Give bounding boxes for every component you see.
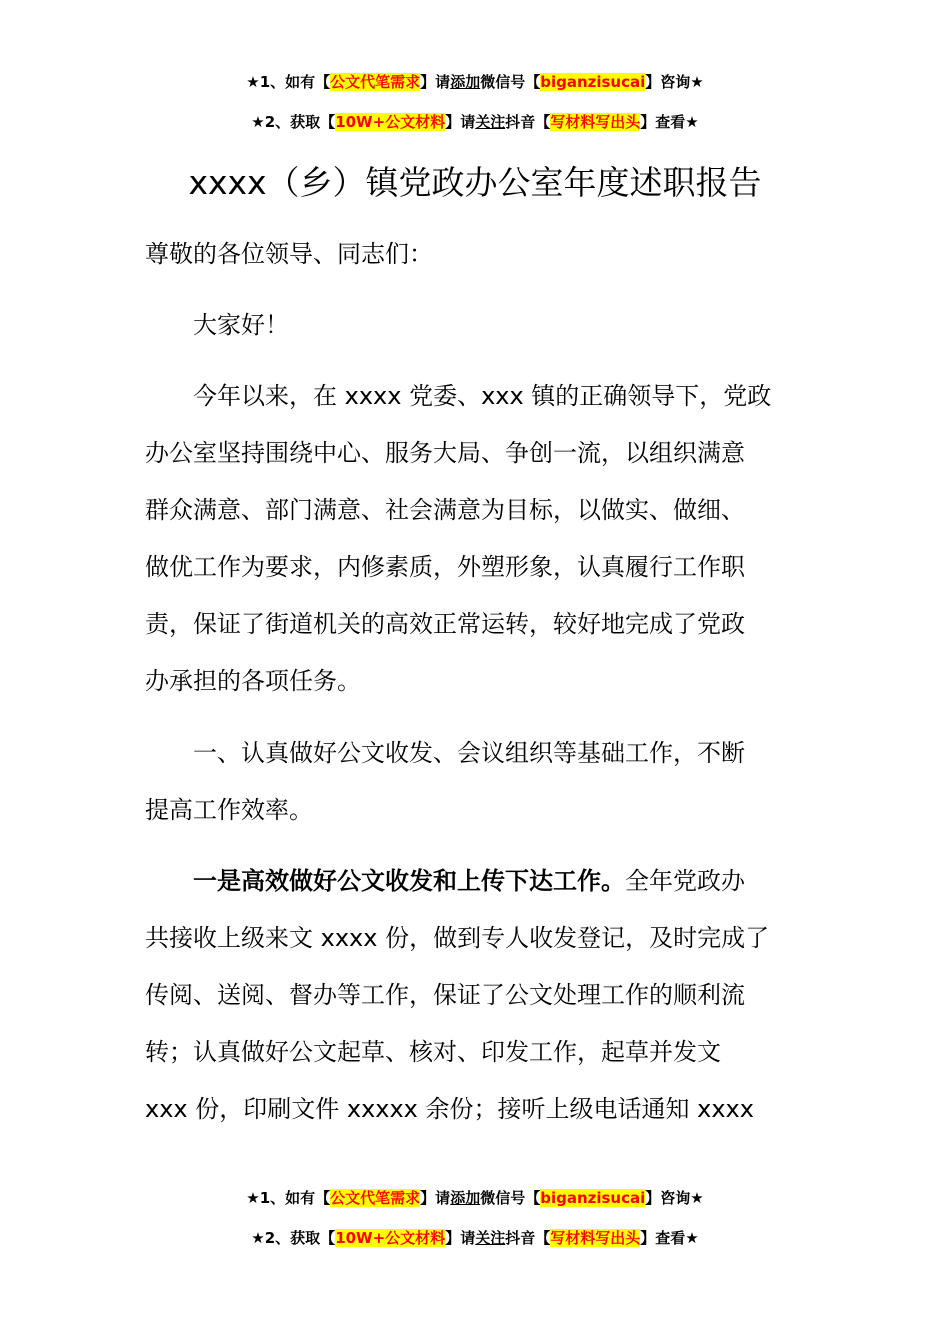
section-heading-line: 提高工作效率。 [145,796,313,824]
banner-highlight-douyin-id: 写材料写出头 [550,113,641,131]
banner-text: 】请 [445,113,476,131]
banner-text: 】请 [420,73,451,91]
banner-highlight: 公文代笔需求 [330,73,421,91]
banner-text: 】查看★ [640,1229,699,1247]
paragraph-line: 今年以来，在 xxxx 党委、xxx 镇的正确领导下，党政 [193,382,772,410]
paragraph-line: 办公室坚持围绕中心、服务大局、争创一流，以组织满意 [145,439,745,467]
section-heading-line: 一、认真做好公文收发、会议组织等基础工作，不断 [193,739,745,767]
salutation-line: 尊敬的各位领导、同志们： [145,240,433,268]
paragraph-line [145,853,810,910]
banner-text: 抖音【 [505,1229,551,1247]
banner-highlight: 10W+公文材料 [335,1229,446,1247]
greeting [145,297,810,354]
paragraph-line: xxx 份，印刷文件 xxxxx 余份；接听上级电话通知 xxxx [145,1095,754,1123]
paragraph-lead-bold: 一是高效做好公文收发和上传下达工作。 [193,867,625,895]
banner-highlight-wechat-id: biganzisucai [540,1189,646,1207]
banner-text: ★2、获取【 [251,1229,336,1247]
banner-text: 微信号【 [480,1189,541,1207]
banner-underlined-text: 添加 [450,73,481,91]
paragraph-line: 做优工作为要求，内修素质，外塑形象，认真履行工作职 [145,553,745,581]
paragraph-lead-rest: 全年党政办 [625,867,745,895]
section-heading-1 [145,725,810,839]
banner-highlight-douyin-id: 写材料写出头 [550,1229,641,1247]
promo-banner-top-line-2 [0,112,950,132]
banner-text: 】查看★ [640,113,699,131]
banner-text: 微信号【 [480,73,541,91]
banner-text: ★1、如有【 [246,1189,331,1207]
banner-text: 抖音【 [505,113,551,131]
paragraph-line: 传阅、送阅、督办等工作，保证了公文处理工作的顺利流 [145,981,745,1009]
paragraph-line: 责，保证了街道机关的高效正常运转，较好地完成了党政 [145,610,745,638]
banner-text: 】咨询★ [645,73,704,91]
banner-text: 】请 [420,1189,451,1207]
banner-text: ★2、获取【 [251,113,336,131]
salutation [145,226,810,283]
greeting-line: 大家好！ [193,311,289,339]
banner-underlined-text: 添加 [450,1189,481,1207]
promo-banner-bottom-line-1 [0,1188,950,1208]
paragraph-line: 共接收上级来文 xxxx 份，做到专人收发登记，及时完成了 [145,924,770,952]
banner-text: ★1、如有【 [246,73,331,91]
banner-underlined-text: 关注 [475,113,506,131]
paragraph-1 [145,368,810,710]
promo-banner-top-line-1 [0,72,950,92]
paragraph-line: 群众满意、部门满意、社会满意为目标，以做实、做细、 [145,496,745,524]
paragraph-line: 转；认真做好公文起草、核对、印发工作，起草并发文 [145,1038,721,1066]
banner-highlight: 公文代笔需求 [330,1189,421,1207]
paragraph-2 [145,853,810,1138]
banner-highlight: 10W+公文材料 [335,113,446,131]
document-title: xxxx（乡）镇党政办公室年度述职报告 [188,163,762,202]
banner-text: 】请 [445,1229,476,1247]
promo-banner-bottom-line-2 [0,1228,950,1248]
banner-highlight-wechat-id: biganzisucai [540,73,646,91]
banner-text: 】咨询★ [645,1189,704,1207]
banner-underlined-text: 关注 [475,1229,506,1247]
paragraph-line: 办承担的各项任务。 [145,667,361,695]
